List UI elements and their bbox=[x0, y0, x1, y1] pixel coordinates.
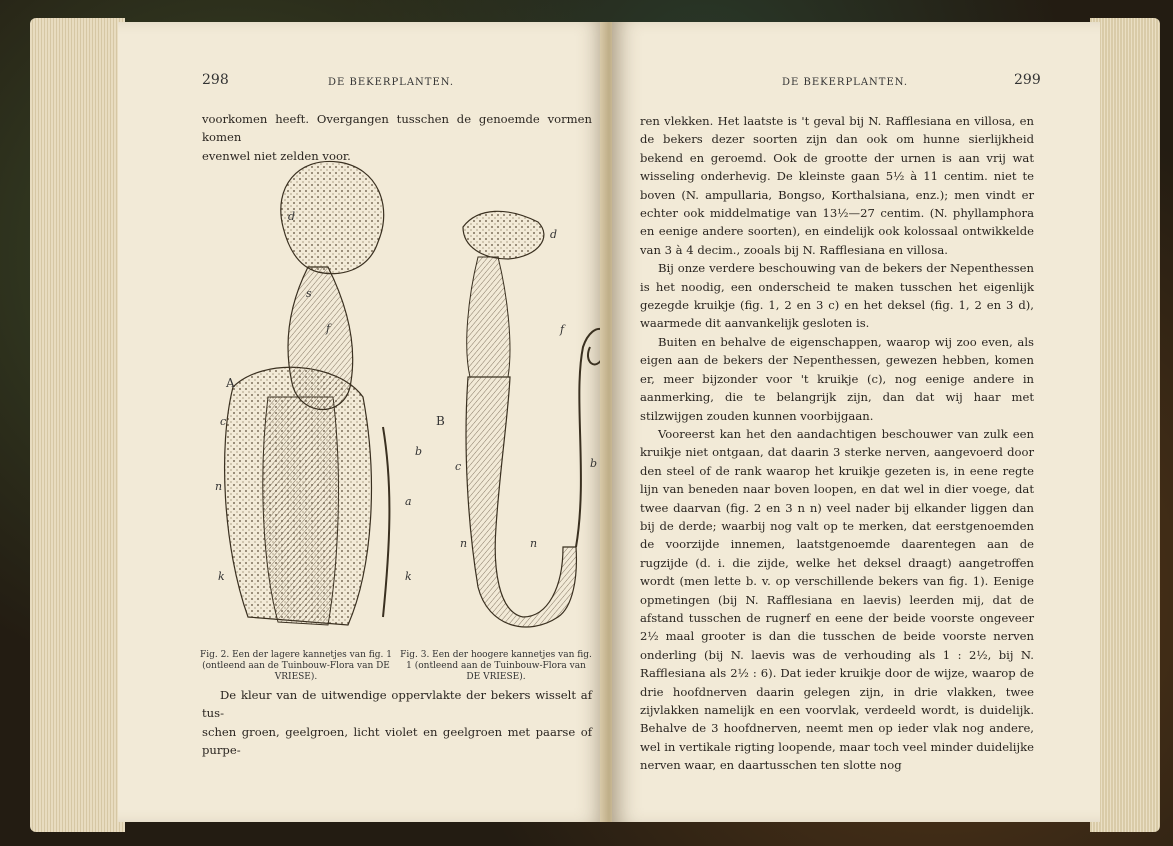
outro-text bbox=[202, 686, 592, 760]
text-line: voorkomen heeft. Overgangen tusschen de genoemde vormen komen bbox=[202, 112, 592, 145]
label-n: n bbox=[460, 537, 468, 550]
label-d: d bbox=[288, 210, 296, 223]
page-number: 298 bbox=[202, 72, 229, 88]
paragraph: Buiten en behalve de eigenschappen, waarop wij zoo even, als eigen aan de bekers der Nepenthessen, gewezen hebben, komen er, meer bijzonder voor 't kruikje (c), nog eenige andere in aanmerking, die te belangrijk zijn, dan dat wij haar met stilzwijgen zouden kunnen voorbijgaan. bbox=[640, 334, 1034, 423]
label-s: s bbox=[306, 287, 312, 300]
label-d: d bbox=[550, 228, 558, 241]
body-text bbox=[640, 112, 1034, 775]
text-line: De kleur van de uitwendige oppervlakte der bekers wisselt af tus- bbox=[202, 688, 592, 721]
label-c: c bbox=[220, 415, 227, 428]
label-f: f bbox=[326, 322, 331, 335]
paragraph: Bij onze verdere beschouwing van de bekers der Nepenthessen is het noodig, een onderscheid te maken tusschen het eigenlijk gezegde kruikje (fig. 1, 2 en 3 c) en het deksel (fig. 1, 2 en 3 d), waarmede dit aanvankelijk gesloten is. bbox=[640, 261, 1034, 331]
label-n: n bbox=[530, 537, 538, 550]
right-page bbox=[612, 22, 1100, 822]
label-c: c bbox=[455, 460, 462, 473]
label-k: k bbox=[405, 570, 412, 583]
label-b: b bbox=[415, 445, 423, 458]
label-f: f bbox=[560, 323, 565, 336]
figure-2-drawing bbox=[225, 161, 390, 625]
pitcher-illustration bbox=[178, 147, 608, 637]
caption-fig-3: Fig. 3. Een der hoogere kannetjes van fig. 1 (ontleend aan de Tuinbouw-Flora van DE VRIESE). bbox=[400, 650, 592, 682]
left-page bbox=[118, 22, 606, 822]
open-book bbox=[30, 10, 1160, 840]
label-n: n bbox=[215, 480, 223, 493]
label-a: a bbox=[405, 495, 412, 508]
running-head: DE BEKERPLANTEN. bbox=[328, 77, 455, 88]
label-b: b bbox=[590, 457, 598, 470]
page-edges-left bbox=[30, 18, 125, 832]
text-line: schen groen, geelgroen, licht violet en geelgroen met paarse of purpe- bbox=[202, 724, 592, 758]
page-edges-right bbox=[1090, 18, 1160, 832]
label-B: B bbox=[436, 414, 445, 428]
figure-3-drawing bbox=[463, 211, 608, 627]
paragraph: Vooreerst kan het den aandachtigen beschouwer van zulk een kruikje niet ontgaan, dat daarin 3 sterke nerven, aangevoerd door den steel of de rank waarop het kruikje gezeten is, in eene regte lijn van beneden naar boven loopen, en dat wel in dier voege, dat twee daarvan (fig. 2 en 3 n n) veel nader bij elkander liggen dan bij de derde; waarbij nog valt op te merken, dat eerstgenoemden de voorzijde innemen, laatstgenoemde daarentegen aan de rugzijde (d. i. die zijde, welke het deksel draagt) aangetroffen wordt (men lette b. v. op verschillende bekers van fig. 1). Eenige opmetingen (bij N. Rafflesiana en laevis) leerden mij, dat de afstand tusschen de rugnerf en eene der beide voorste ongeveer 2½ maal grooter is dan die tusschen de beide voorste nerven onderling (bij N. laevis was de verhouding als 1 : 2½, bij N. Rafflesiana als 2½ : 6). Dat ieder kruikje door de wijze, waarop de drie hoofdnerven daarin gelegen zijn, in drie vlakken, twee zijvlakken namelijk en een voorvlak, verdeeld wordt, is duidelijk. Behalve de 3 hoofdnerven, neemt men op ieder vlak nog andere, wel in vertikale rigting loopende, maar toch veel minder duidelijke nerven waar, en daartusschen ten slotte nog bbox=[640, 426, 1034, 773]
paragraph: ren vlekken. Het laatste is 't geval bij N. Rafflesiana en villosa, en de bekers dezer soorten zijn dan ook om hunne sierlijkheid bekend en geroemd. Ook de grootte der urnen is aan vrij wat wisseling onderhevig. De kleinste gaan 5½ à 11 centim. niet te boven (N. ampullaria, Bongso, Korthalsiana, enz.); men vindt er echter ook middelmatige van 13½—27 centim. (N. phyllamphora en eenige andere soorten), en eindelijk ook kolossaal ontwikkelde van 3 à 4 decim., zooals bij N. Rafflesiana en villosa. bbox=[640, 114, 1034, 257]
label-A: A bbox=[226, 376, 235, 390]
page-number: 299 bbox=[1014, 72, 1041, 88]
running-head: DE BEKERPLANTEN. bbox=[782, 77, 909, 88]
caption-fig-2: Fig. 2. Een der lagere kannetjes van fig. 1 (ontleend aan de Tuinbouw-Flora van DE VRIESE). bbox=[200, 650, 392, 682]
text-line: evenwel niet zelden voor. bbox=[202, 148, 351, 163]
label-k: k bbox=[218, 570, 225, 583]
